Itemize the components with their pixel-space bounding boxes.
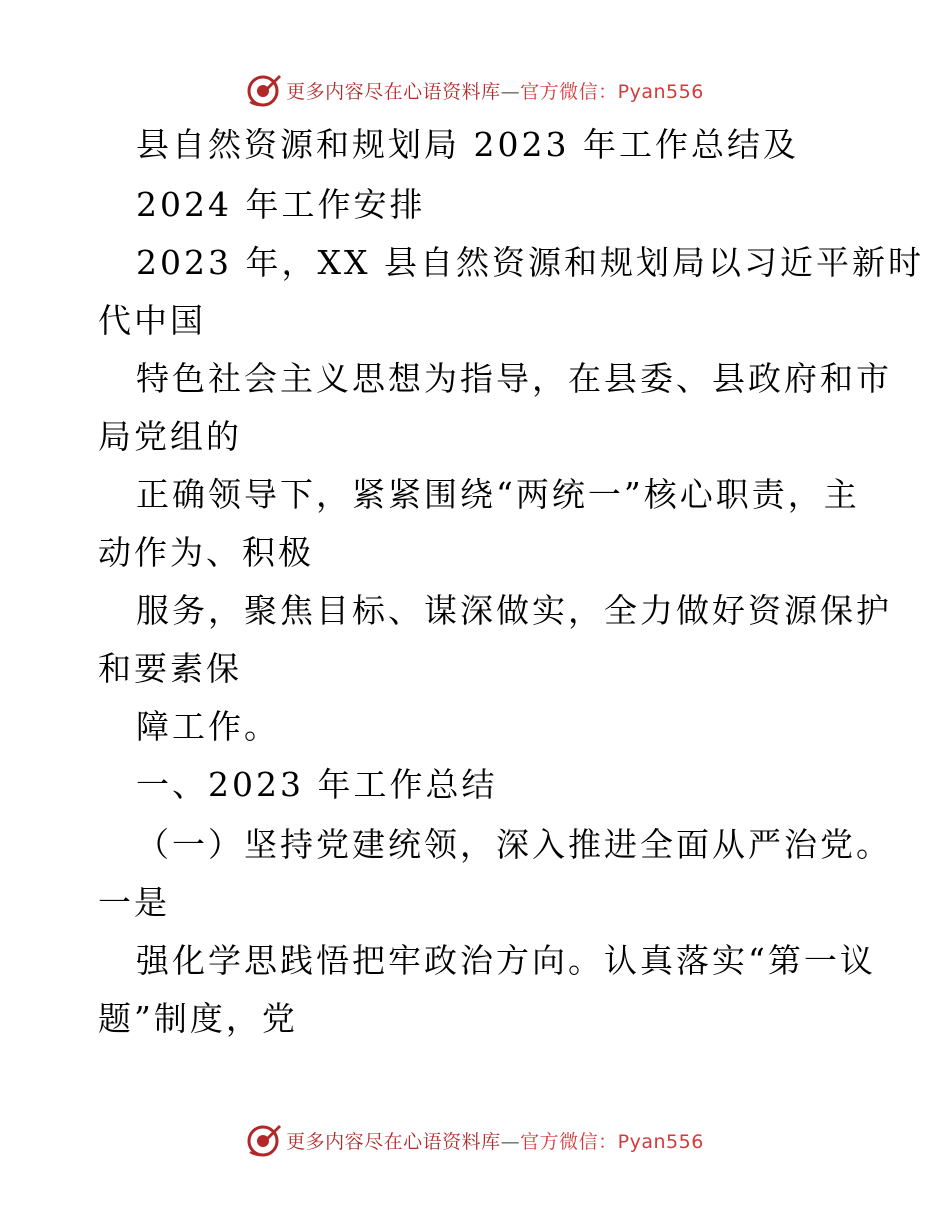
watermark-main: 更多内容尽在心语资料库 (286, 80, 501, 103)
watermark-wechat: 官方微信：Pyan556 (520, 1130, 704, 1153)
paragraph-line: 动作为、积极 (98, 533, 314, 572)
paragraph-line: 特色社会主义思想为指导，在县委、县政府和市 (136, 359, 892, 398)
paragraph-line: 正确领导下，紧紧围绕“两统一”核心职责，主 (136, 475, 860, 514)
watermark-main: 更多内容尽在心语资料库 (286, 1130, 501, 1153)
watermark-text (286, 77, 704, 104)
pen-logo-icon (246, 72, 282, 108)
watermark-wechat: 官方微信：Pyan556 (520, 80, 704, 103)
paragraph-line: 局党组的 (98, 417, 242, 456)
pen-logo-icon (246, 1122, 282, 1158)
doc-title-line-1: 县自然资源和规划局 2023 年工作总结及 (136, 125, 799, 164)
watermark-separator: — (500, 80, 521, 103)
paragraph-line: 和要素保 (98, 649, 242, 688)
subsection-heading: （一）坚持党建统领，深入推进全面从严治党。 (136, 825, 892, 864)
section-heading: 一、2023 年工作总结 (136, 765, 498, 804)
footer-watermark (0, 1120, 950, 1160)
paragraph-line: 题”制度，党 (98, 999, 298, 1038)
doc-title-line-2: 2024 年工作安排 (136, 185, 426, 224)
paragraph-line: 一是 (98, 883, 170, 922)
paragraph-line: 2023 年，XX 县自然资源和规划局以习近平新时 (136, 243, 924, 282)
paragraph-line: 服务，聚焦目标、谋深做实，全力做好资源保护 (136, 591, 892, 630)
paragraph-line: 代中国 (98, 301, 206, 340)
header-watermark (0, 70, 950, 110)
watermark-separator: — (500, 1130, 521, 1153)
paragraph-line: 强化学思践悟把牢政治方向。认真落实“第一议 (136, 941, 876, 980)
paragraph-line: 障工作。 (136, 707, 280, 746)
watermark-text (286, 1127, 704, 1154)
